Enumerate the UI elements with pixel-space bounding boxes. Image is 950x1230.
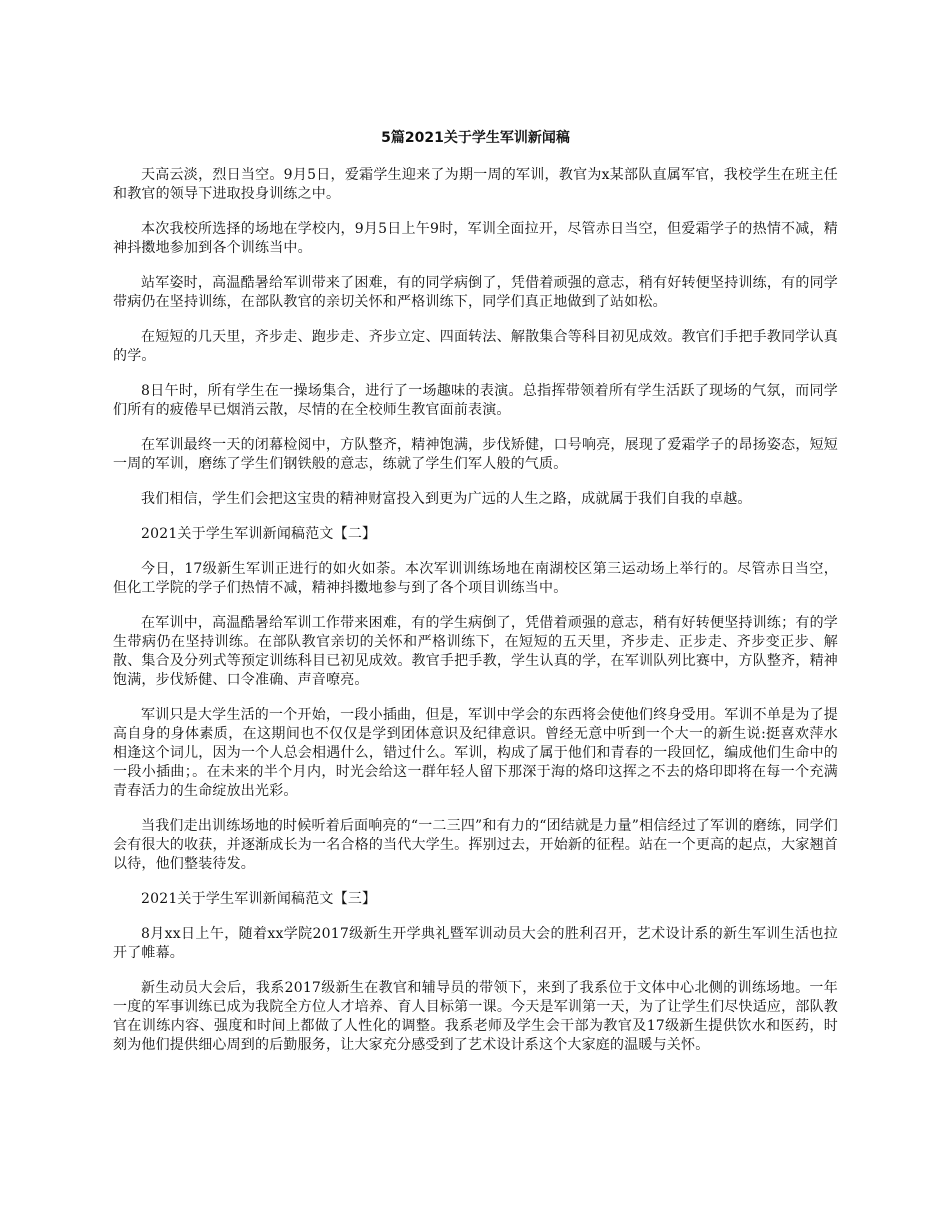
- paragraph: 在军训中，高温酷暑给军训工作带来困难，有的学生病倒了，凭借着顽强的意志，稍有好转便坚持训练；有的学生带病仍在坚持训练。在部队教官亲切的关怀和严格训练下，在短短的五天里，齐步走、正步走、齐步变正步、解散、集合及分列式等预定训练科目已初见成效。教官手把手教，学生认真的学，在军训队列比赛中，方队整齐，精神饱满，步伐矫健、口令准确、声音嘹亮。: [113, 615, 838, 688]
- paragraph: 天高云淡，烈日当空。9月5日，爱霜学生迎来了为期一周的军训，教官为x某部队直属军官，我校学生在班主任和教官的领导下进取投身训练之中。: [113, 167, 838, 202]
- document-title: 5篇2021关于学生军训新闻稿: [381, 130, 570, 146]
- paragraph: 新生动员大会后，我系2017级新生在教官和辅导员的带领下，来到了我系位于文体中心北侧的训练场地。一年一度的军事训练已成为我院全方位人才培养、育人目标第一课。今天是军训第一天，为了让学生们尽快适应，部队教官在训练内容、强度和时间上都做了人性化的调整。我系老师及学生会干部为教官及17级新生提供饮水和医药，时刻为他们提供细心周到的后勤服务，让大家充分感受到了艺术设计系这个大家庭的温暖与关怀。: [113, 980, 838, 1053]
- paragraph: 站军姿时，高温酷暑给军训带来了困难，有的同学病倒了，凭借着顽强的意志，稍有好转便坚持训练，有的同学带病仍在坚持训练，在部队教官的亲切关怀和严格训练下，同学们真正地做到了站如松。: [113, 275, 838, 310]
- paragraph: 8月xx日上午，随着xx学院2017级新生开学典礼暨军训动员大会的胜利召开，艺术设计系的新生军训生活也拉开了帷幕。: [113, 926, 838, 961]
- section-heading: 2021关于学生军训新闻稿范文【三】: [141, 891, 377, 907]
- paragraph: 本次我校所选择的场地在学校内，9月5日上午9时，军训全面拉开，尽管赤日当空，但爱霜学子的热情不减，精神抖擞地参加到各个训练当中。: [113, 221, 838, 256]
- paragraph: 8日午时，所有学生在一操场集合，进行了一场趣味的表演。总指挥带领着所有学生活跃了现场的气氛，而同学们所有的疲倦早已烟消云散，尽情的在全校师生教官面前表演。: [113, 383, 838, 418]
- paragraph: 当我们走出训练场地的时候听着后面响亮的“一二三四”和有力的“团结就是力量”相信经过了军训的磨练，同学们会有很大的收获，并逐渐成长为一名合格的当代大学生。挥别过去，开始新的征程。站在一个更高的起点，大家翘首以待，他们整装待发。: [113, 818, 838, 872]
- paragraph: 在短短的几天里，齐步走、跑步走、齐步立定、四面转法、解散集合等科目初见成效。教官们手把手教同学认真的学。: [113, 329, 838, 364]
- paragraph: 在军训最终一天的闭幕检阅中，方队整齐，精神饱满，步伐矫健，口号响亮，展现了爱霜学子的昂扬姿态，短短一周的军训，磨练了学生们钢铁般的意志，练就了学生们军人般的气质。: [113, 437, 838, 472]
- section-heading: 2021关于学生军训新闻稿范文【二】: [141, 526, 377, 542]
- paragraph: 今日，17级新生军训正进行的如火如荼。本次军训训练场地在南湖校区第三运动场上举行的。尽管赤日当空，但化工学院的学子们热情不减，精神抖擞地参与到了各个项目训练当中。: [113, 561, 838, 596]
- paragraph: 军训只是大学生活的一个开始，一段小插曲，但是，军训中学会的东西将会使他们终身受用。军训不单是为了提高自身的身体素质，在这期间也不仅仅是学到团体意识及纪律意识。曾经无意中听到一个大一的新生说:挺喜欢萍水相逢这个词儿，因为一个人总会相遇什么，错过什么。军训，构成了属于他们和青春的一段回忆，编成他们生命中的一段小插曲；。在未来的半个月内，时光会给这一群年轻人留下那深于海的烙印这挥之不去的烙印即将在每一个充满青春活力的生命绽放出光彩。: [113, 707, 838, 799]
- paragraph: 我们相信，学生们会把这宝贵的精神财富投入到更为广远的人生之路，成就属于我们自我的卓越。: [141, 491, 752, 507]
